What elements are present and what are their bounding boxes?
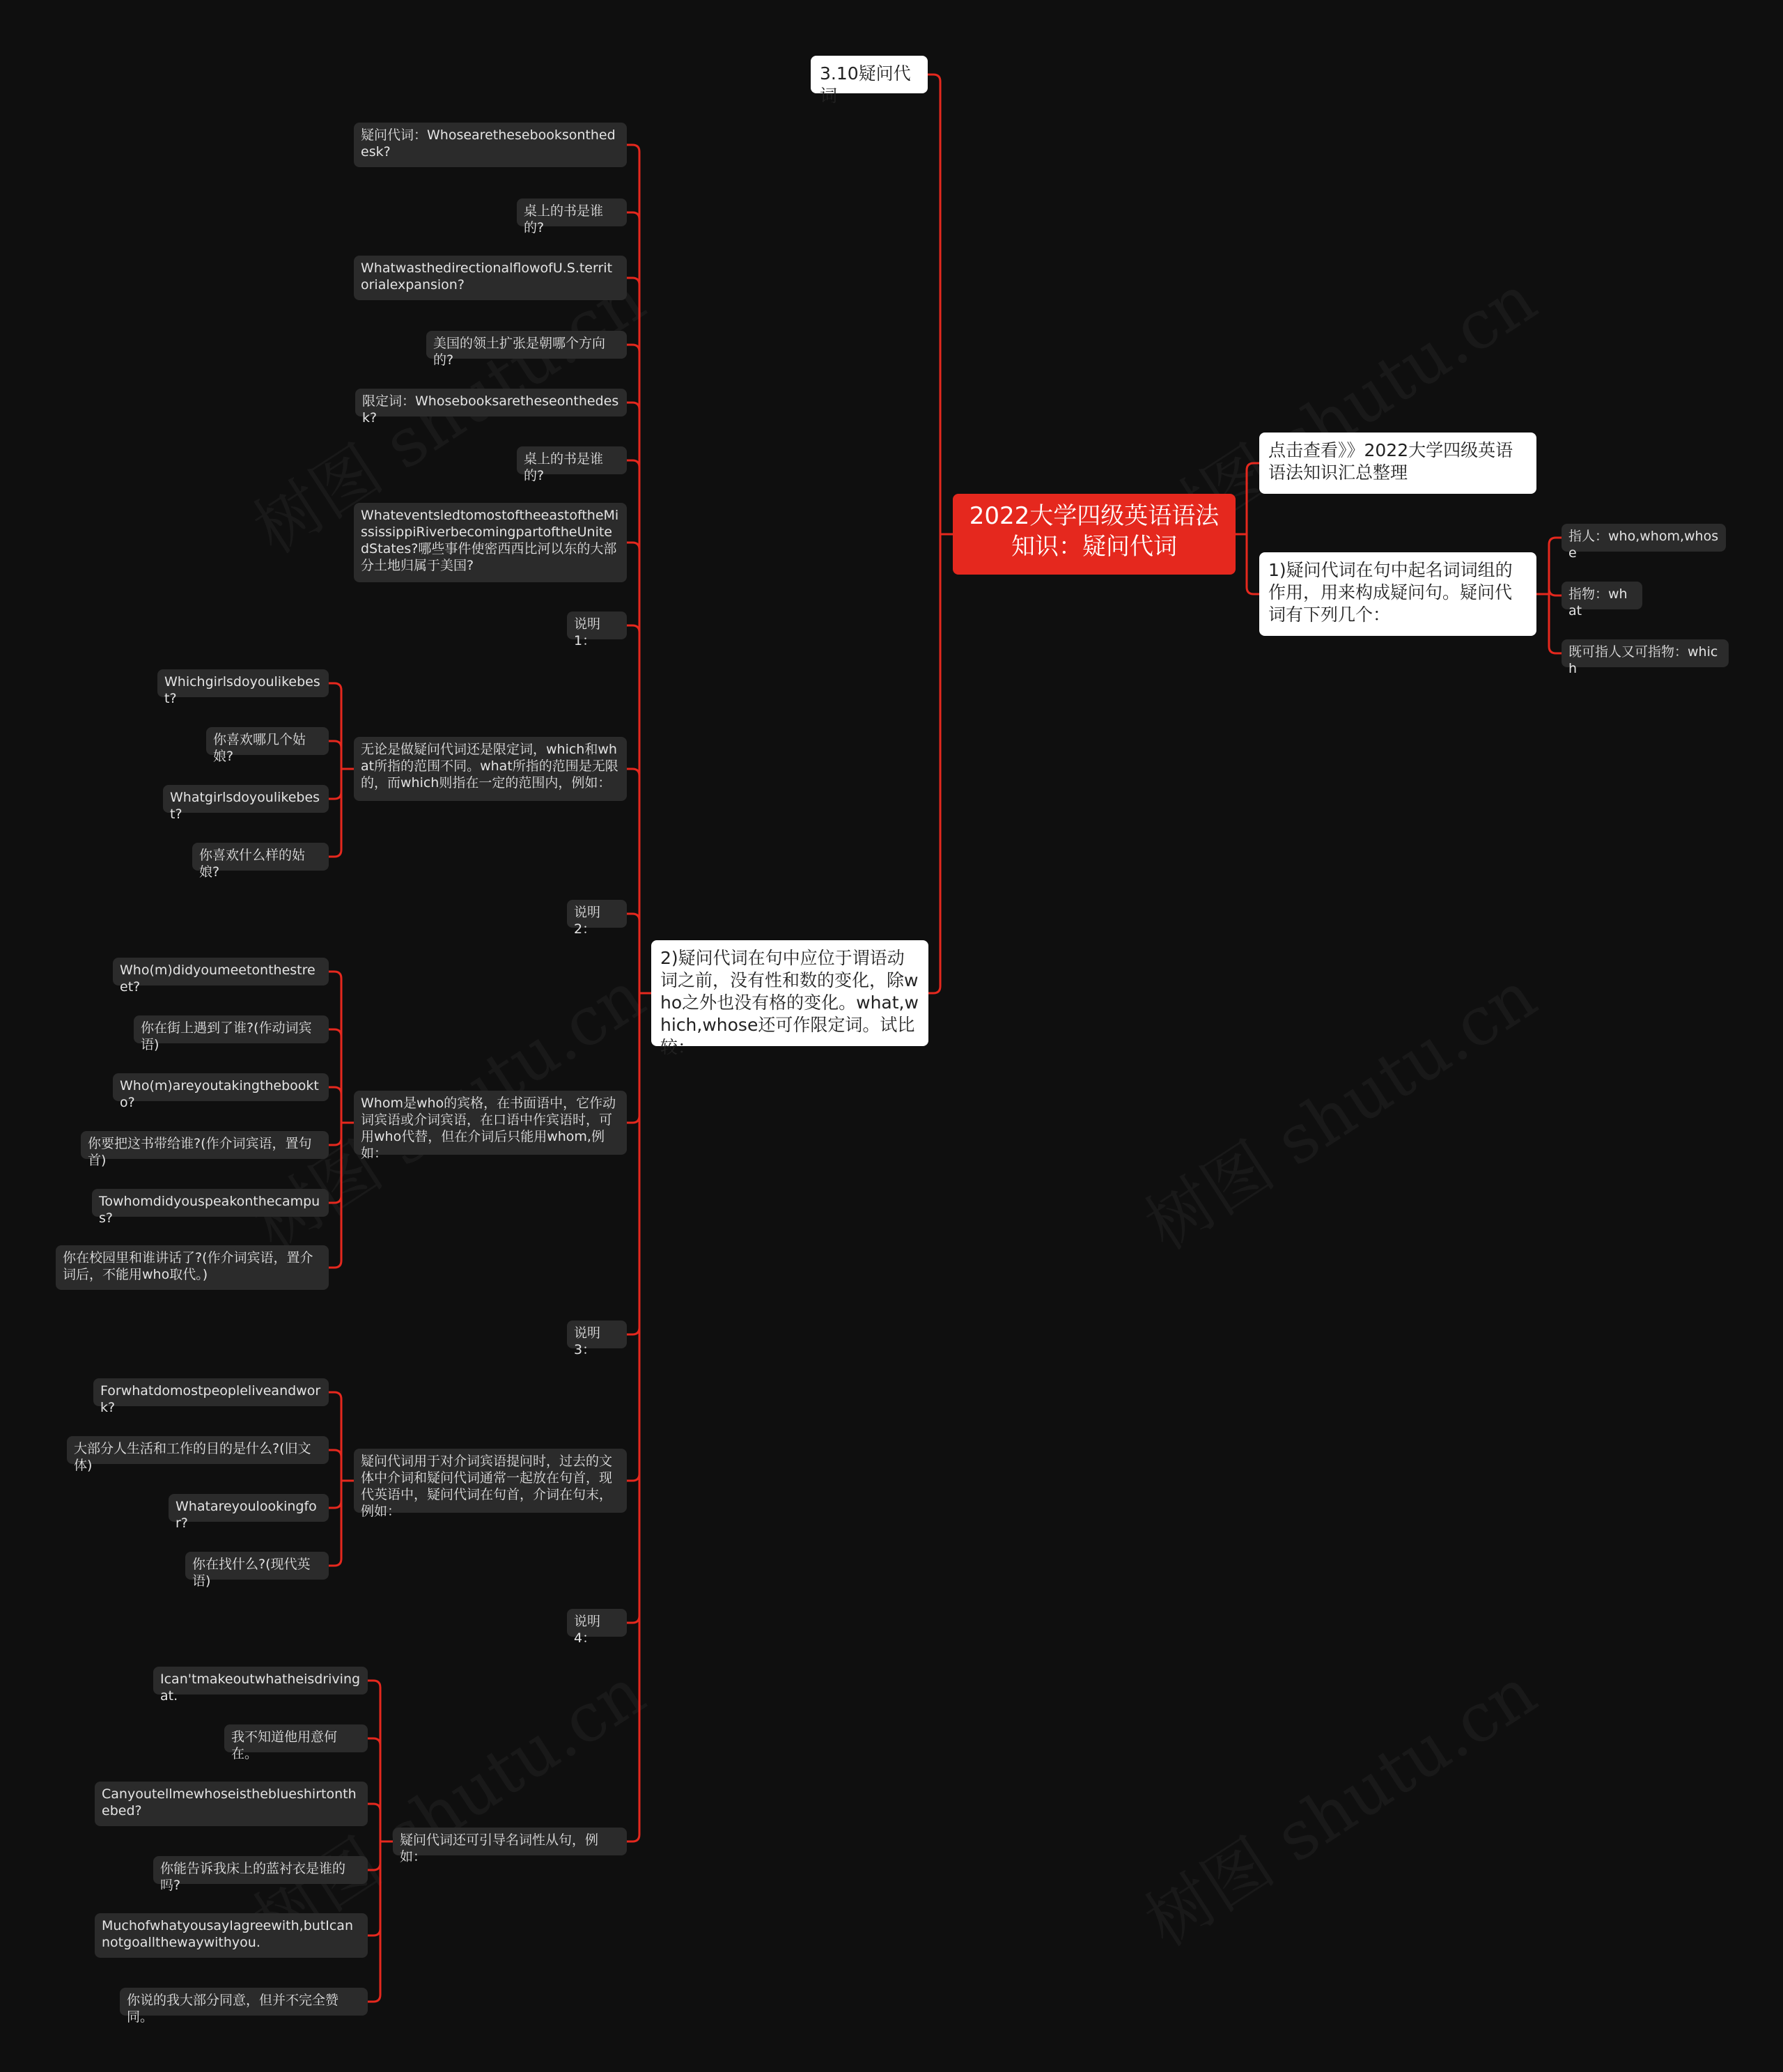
example-node[interactable]: 你在校园里和谁讲话了?(作介词宾语，置介词后，不能用who取代。): [56, 1245, 329, 1290]
section-3-10-node[interactable]: 3.10疑问代词: [811, 56, 928, 93]
connector-line: [1247, 534, 1259, 594]
connector-line: [329, 1450, 341, 1481]
comparison-main-node[interactable]: 2)疑问代词在句中应位于谓语动词之前，没有性和数的变化，除who之外也没有格的变化。what,which,whose还可作限定词。试比较：: [651, 940, 928, 1046]
example-node[interactable]: 你在街上遇到了谁?(作动词宾语): [134, 1015, 329, 1043]
example-node[interactable]: Forwhatdomostpeopleliveandwork?: [93, 1378, 329, 1406]
note-4-label[interactable]: 说明4：: [567, 1609, 627, 1637]
intro-node[interactable]: 1)疑问代词在句中起名词词组的作用，用来构成疑问句。疑问代词有下列几个：: [1259, 552, 1536, 636]
connector-line: [329, 1481, 341, 1566]
item-whose-translation[interactable]: 桌上的书是谁的?: [517, 198, 627, 226]
connector-line: [627, 993, 639, 1481]
connector-line: [1549, 589, 1562, 595]
link-note-node[interactable]: 点击查看》》2022大学四级英语语法知识汇总整理: [1259, 433, 1536, 494]
connector-line: [627, 278, 639, 993]
item-expansion-translation[interactable]: 美国的领土扩张是朝哪个方向的?: [426, 331, 627, 359]
note-3-detail[interactable]: 疑问代词用于对介词宾语提问时，过去的文体中介词和疑问代词通常一起放在句首，现代英语中，疑问代词在句首，介词在句末，例如：: [354, 1449, 627, 1513]
connector-line: [329, 1123, 341, 1145]
connector-line: [329, 1087, 341, 1123]
example-node[interactable]: Who(m)areyoutakingthebookto?: [113, 1073, 329, 1101]
connector-line: [627, 403, 639, 993]
example-node[interactable]: Whatgirlsdoyoulikebest?: [163, 785, 329, 813]
item-what-events[interactable]: WhateventsledtomostoftheeastoftheMississippiRiverbecomingpartoftheUnitedStates?哪些事件使密西西比河以东的大部分土地归属于美国?: [354, 503, 627, 582]
example-node[interactable]: Ican'tmakeoutwhatheisdrivingat.: [153, 1667, 368, 1695]
example-node[interactable]: 你喜欢哪几个姑娘?: [206, 727, 329, 755]
connector-line: [368, 1681, 380, 1841]
example-node[interactable]: 你要把这书带给谁?(作介词宾语，置句首): [81, 1131, 329, 1159]
example-node[interactable]: 你在找什么?(现代英语): [185, 1552, 329, 1580]
connector-line: [329, 741, 341, 769]
connector-line: [329, 1123, 341, 1203]
pronoun-which-node[interactable]: 既可指人又可指物：which: [1562, 639, 1729, 667]
example-node[interactable]: 大部分人生活和工作的目的是什么?(旧文体): [67, 1436, 329, 1464]
example-node[interactable]: MuchofwhatyousayIagreewith,butIcannotgoallthewaywithyou.: [95, 1913, 368, 1958]
example-node[interactable]: 你喜欢什么样的姑娘?: [192, 843, 329, 871]
connector-line: [627, 993, 639, 1334]
example-node[interactable]: 我不知道他用意何在。: [224, 1724, 368, 1752]
connector-line: [627, 993, 639, 1623]
example-node[interactable]: Whichgirlsdoyoulikebest?: [157, 669, 329, 697]
note-1-detail[interactable]: 无论是做疑问代词还是限定词，which和what所指的范围不同。what所指的范围是无限的，而which则指在一定的范围内，例如：: [354, 737, 627, 801]
connector-line: [329, 683, 341, 769]
connector-line: [368, 1804, 380, 1841]
connector-line: [329, 1029, 341, 1123]
connector-line: [627, 769, 639, 993]
item-what-expansion[interactable]: WhatwasthedirectionalflowofU.S.territorialexpansion?: [354, 256, 627, 300]
connector-line: [368, 1841, 380, 1870]
note-4-detail[interactable]: 疑问代词还可引导名词性从句，例如：: [393, 1828, 627, 1855]
pronoun-person-node[interactable]: 指人：who,whom,whose: [1562, 524, 1726, 552]
connector-line: [1247, 463, 1259, 534]
note-2-detail[interactable]: Whom是who的宾格，在书面语中，它作动词宾语或介词宾语，在口语中作宾语时，可用who代替，但在介词后只能用whom,例如：: [354, 1091, 627, 1155]
connector-line: [329, 1392, 341, 1481]
item-whose-determiner[interactable]: 限定词：Whosebooksaretheseonthedesk?: [355, 389, 627, 416]
connector-line: [627, 145, 639, 993]
connector-line: [329, 1481, 341, 1508]
connector-line: [368, 1841, 380, 2002]
connector-line: [368, 1841, 380, 1935]
connector-line: [928, 75, 940, 534]
connector-line: [627, 345, 639, 993]
example-node[interactable]: 你说的我大部分同意，但并不完全赞同。: [120, 1988, 368, 2016]
connector-line: [928, 534, 940, 993]
connector-line: [627, 625, 639, 993]
example-node[interactable]: Towhomdidyouspeakonthecampus?: [92, 1189, 329, 1217]
note-2-label[interactable]: 说明2：: [567, 900, 627, 928]
example-node[interactable]: Whatareyoulookingfor?: [169, 1494, 329, 1522]
example-node[interactable]: 你能告诉我床上的蓝衬衣是谁的吗?: [153, 1856, 368, 1884]
root-topic[interactable]: 2022大学四级英语语法知识：疑问代词: [953, 494, 1236, 575]
connector-line: [368, 1738, 380, 1841]
connector-line: [627, 914, 639, 993]
connector-line: [627, 212, 639, 993]
example-node[interactable]: Canyoutellmewhoseistheblueshirtonthebed?: [95, 1782, 368, 1826]
connector-line: [1549, 538, 1562, 594]
connector-line: [1549, 594, 1562, 653]
item-whose-pronoun[interactable]: 疑问代词：Whosearethesebooksonthedesk?: [354, 123, 627, 167]
note-3-label[interactable]: 说明3：: [567, 1321, 627, 1348]
connector-line: [329, 972, 341, 1123]
connector-line: [329, 769, 341, 857]
item-whose-translation-2[interactable]: 桌上的书是谁的?: [517, 446, 627, 474]
connector-line: [329, 769, 341, 799]
pronoun-thing-node[interactable]: 指物：what: [1562, 582, 1642, 609]
connector-line: [627, 993, 639, 1123]
note-1-label[interactable]: 说明1：: [567, 612, 627, 639]
example-node[interactable]: Who(m)didyoumeetonthestreet?: [113, 958, 329, 986]
